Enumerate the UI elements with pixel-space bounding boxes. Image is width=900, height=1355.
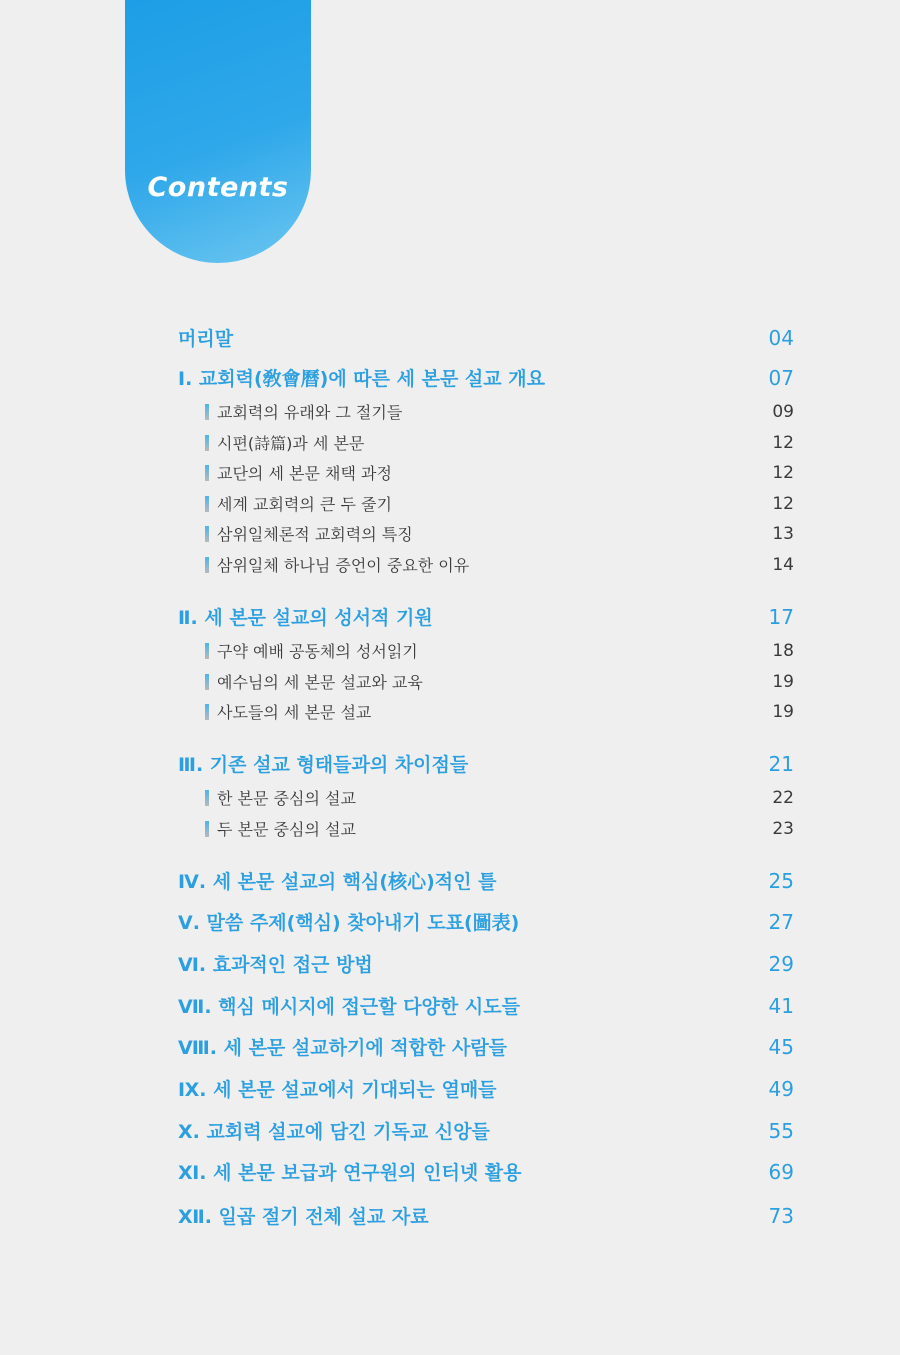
toc-entry-text: Ⅸ. 세 본문 설교에서 기대되는 열매들 bbox=[178, 1079, 497, 1101]
toc-page-number: 17 bbox=[768, 604, 794, 629]
toc-page-number: 19 bbox=[772, 701, 794, 722]
toc-chapter-entry bbox=[178, 364, 794, 391]
toc-entry-text: Ⅱ. 세 본문 설교의 성서적 기원 bbox=[178, 607, 433, 629]
toc-entry-text: Ⅹ. 교회력 설교에 담긴 기독교 신앙들 bbox=[178, 1121, 490, 1143]
toc-entry-text: Ⅳ. 세 본문 설교의 핵심(核心)적인 틀 bbox=[178, 871, 497, 893]
toc-entry-label bbox=[205, 670, 423, 693]
contents-tab bbox=[125, 0, 311, 263]
toc-entry-label bbox=[178, 1117, 490, 1144]
toc-page-number: 45 bbox=[768, 1034, 794, 1059]
toc-page-number: 22 bbox=[772, 787, 794, 808]
toc-chapter-entry bbox=[178, 324, 794, 351]
toc-page-number: 41 bbox=[768, 993, 794, 1018]
toc-section-entry bbox=[205, 431, 794, 454]
toc-entry-text: 삼위일체 하나님 증언이 중요한 이유 bbox=[217, 556, 470, 575]
toc-entry-text: 시편(詩篇)과 세 본문 bbox=[217, 434, 365, 453]
toc-chapter-entry bbox=[178, 950, 794, 977]
toc-page-number: 69 bbox=[768, 1159, 794, 1184]
toc-page-number: 04 bbox=[768, 325, 794, 350]
toc-entry-text: 두 본문 중심의 설교 bbox=[217, 820, 356, 839]
toc-section-entry bbox=[205, 817, 794, 840]
toc-entry-label bbox=[205, 786, 356, 809]
toc-entry-text: 구약 예배 공동체의 성서읽기 bbox=[217, 642, 418, 661]
bullet-bar-icon bbox=[205, 704, 209, 720]
toc-section-entry bbox=[205, 670, 794, 693]
toc-page-number: 13 bbox=[772, 523, 794, 544]
toc-entry-label bbox=[178, 992, 520, 1019]
toc-entry-text: 교회력의 유래와 그 절기들 bbox=[217, 403, 403, 422]
toc-entry-label bbox=[178, 867, 496, 894]
toc-section-entry bbox=[205, 553, 794, 576]
bullet-bar-icon bbox=[205, 821, 209, 837]
toc-page-number: 12 bbox=[772, 462, 794, 483]
toc-page-number: 12 bbox=[772, 493, 794, 514]
toc-entry-label bbox=[205, 461, 392, 484]
toc-page-number: 25 bbox=[768, 868, 794, 893]
toc-page-number: 49 bbox=[768, 1076, 794, 1101]
toc-entry-text: Ⅷ. 세 본문 설교하기에 적합한 사람들 bbox=[178, 1037, 508, 1059]
toc-entry-text: 한 본문 중심의 설교 bbox=[217, 789, 356, 808]
toc-section-entry bbox=[205, 786, 794, 809]
toc-entry-label bbox=[205, 492, 392, 515]
toc-page-number: 14 bbox=[772, 554, 794, 575]
toc-entry-label bbox=[178, 908, 519, 935]
toc-entry-label bbox=[178, 1202, 429, 1229]
bullet-bar-icon bbox=[205, 643, 209, 659]
toc-section-entry bbox=[205, 492, 794, 515]
bullet-bar-icon bbox=[205, 435, 209, 451]
toc-chapter-entry bbox=[178, 603, 794, 630]
toc-chapter-entry bbox=[178, 1202, 794, 1229]
bullet-bar-icon bbox=[205, 404, 209, 420]
toc-chapter-entry bbox=[178, 1117, 794, 1144]
toc-section-entry bbox=[205, 639, 794, 662]
toc-section-entry bbox=[205, 461, 794, 484]
bullet-bar-icon bbox=[205, 526, 209, 542]
toc-page-number: 21 bbox=[768, 751, 794, 776]
toc-entry-label bbox=[178, 1033, 507, 1060]
toc-entry-label bbox=[205, 639, 418, 662]
toc-chapter-entry bbox=[178, 1075, 794, 1102]
toc-chapter-entry bbox=[178, 867, 794, 894]
toc-page-number: 18 bbox=[772, 640, 794, 661]
toc-entry-label bbox=[178, 364, 545, 391]
toc-chapter-entry bbox=[178, 908, 794, 935]
toc-chapter-entry bbox=[178, 1033, 794, 1060]
toc-page-number: 23 bbox=[772, 818, 794, 839]
toc-entry-label bbox=[178, 750, 468, 777]
toc-entry-label bbox=[178, 950, 373, 977]
bullet-bar-icon bbox=[205, 557, 209, 573]
toc-entry-label bbox=[205, 553, 469, 576]
toc-entry-text: Ⅵ. 효과적인 접근 방법 bbox=[178, 954, 373, 976]
toc-section-entry bbox=[205, 522, 794, 545]
toc-entry-label bbox=[205, 522, 413, 545]
toc-entry-label bbox=[205, 431, 364, 454]
toc-entry-text: 예수님의 세 본문 설교와 교육 bbox=[217, 673, 423, 692]
bullet-bar-icon bbox=[205, 674, 209, 690]
toc-page-number: 07 bbox=[768, 365, 794, 390]
toc-entry-label bbox=[178, 324, 233, 351]
toc-entry-text: Ⅴ. 말씀 주제(핵심) 찾아내기 도표(圖表) bbox=[178, 912, 520, 934]
bullet-bar-icon bbox=[205, 465, 209, 481]
toc-page-number: 19 bbox=[772, 671, 794, 692]
bullet-bar-icon bbox=[205, 496, 209, 512]
toc-entry-label bbox=[178, 603, 433, 630]
toc-entry-label bbox=[178, 1075, 497, 1102]
toc-entry-text: Ⅺ. 세 본문 보급과 연구원의 인터넷 활용 bbox=[178, 1162, 522, 1184]
toc-page-number: 55 bbox=[768, 1118, 794, 1143]
toc-page-number: 27 bbox=[768, 909, 794, 934]
toc-entry-label bbox=[205, 817, 356, 840]
toc-entry-text: 머리말 bbox=[178, 328, 234, 350]
toc-entry-text: 교단의 세 본문 채택 과정 bbox=[217, 464, 392, 483]
toc-entry-label bbox=[205, 400, 402, 423]
toc-entry-label bbox=[205, 700, 371, 723]
toc-page-number: 09 bbox=[772, 401, 794, 422]
bullet-bar-icon bbox=[205, 790, 209, 806]
toc-page-number: 73 bbox=[768, 1203, 794, 1228]
toc-page-number: 29 bbox=[768, 951, 794, 976]
toc-entry-text: Ⅰ. 교회력(敎會曆)에 따른 세 본문 설교 개요 bbox=[178, 368, 545, 390]
toc-entry-text: 세계 교회력의 큰 두 줄기 bbox=[217, 495, 392, 514]
toc-section-entry bbox=[205, 700, 794, 723]
toc-chapter-entry bbox=[178, 1158, 794, 1185]
toc-entry-text: Ⅻ. 일곱 절기 전체 설교 자료 bbox=[178, 1206, 429, 1228]
toc-chapter-entry bbox=[178, 750, 794, 777]
toc-chapter-entry bbox=[178, 992, 794, 1019]
toc-entry-text: Ⅶ. 핵심 메시지에 접근할 다양한 시도들 bbox=[178, 996, 520, 1018]
toc-entry-text: 삼위일체론적 교회력의 특징 bbox=[217, 525, 413, 544]
toc-entry-label bbox=[178, 1158, 522, 1185]
contents-title: Contents bbox=[147, 172, 289, 203]
toc-page-number: 12 bbox=[772, 432, 794, 453]
toc-entry-text: 사도들의 세 본문 설교 bbox=[217, 703, 372, 722]
toc-entry-text: Ⅲ. 기존 설교 형태들과의 차이점들 bbox=[178, 754, 469, 776]
toc-section-entry bbox=[205, 400, 794, 423]
